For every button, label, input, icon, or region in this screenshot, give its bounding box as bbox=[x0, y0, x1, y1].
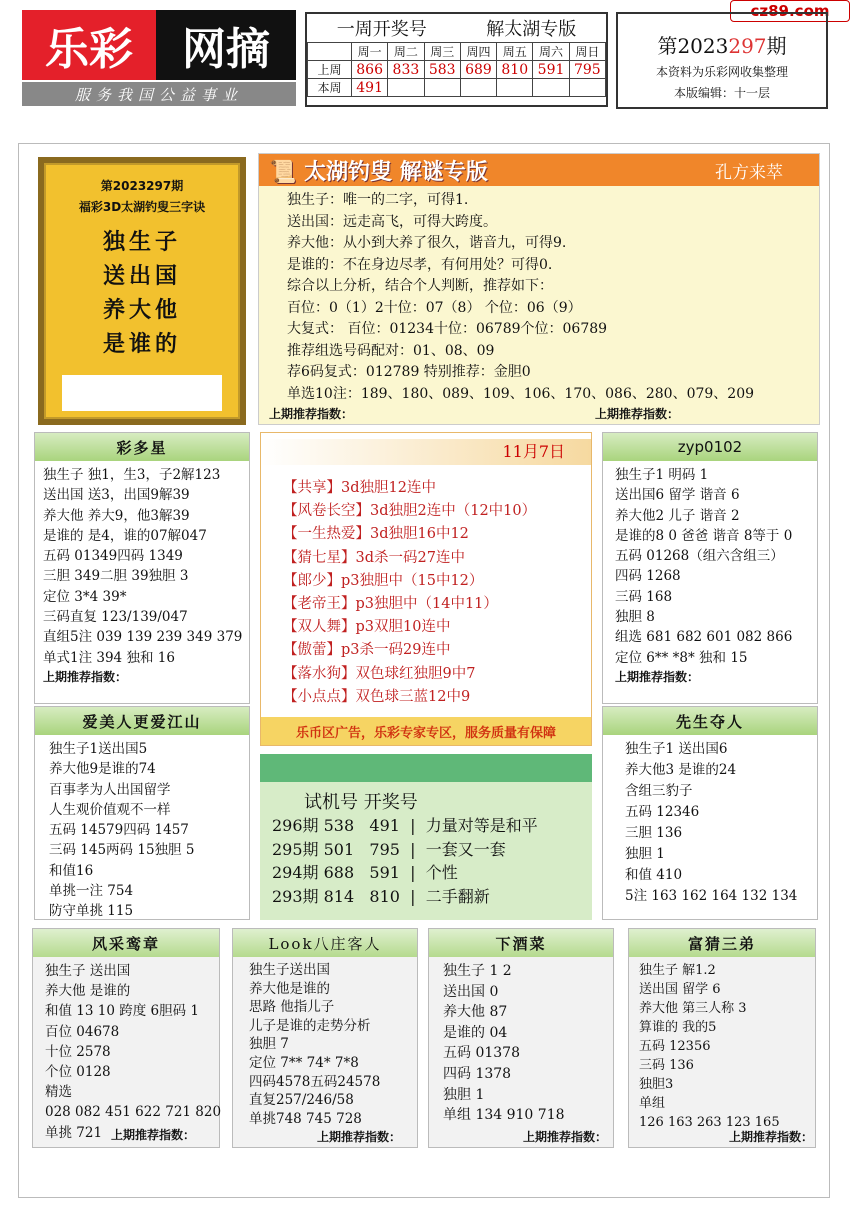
panel-line: 百位 04678 bbox=[45, 1023, 120, 1040]
slogan: 服务我国公益事业 bbox=[22, 82, 296, 106]
issue-box bbox=[616, 12, 828, 109]
draw-number bbox=[388, 79, 424, 97]
panel-line: 是谁的 04 bbox=[443, 1024, 508, 1041]
duoduo-panel bbox=[34, 432, 250, 704]
taihu-line: 荐6码复式：012789 特别推荐：金胆0 bbox=[287, 364, 531, 380]
panel-line: 百事孝为人出国留学 bbox=[49, 781, 171, 798]
panel-line: 独生子 独1，生3，子2解123 bbox=[43, 467, 221, 483]
expert-link[interactable]: 【傲蕾】p3杀一码29连中 bbox=[283, 642, 451, 659]
taihu-line: 单选10注：189、180、089、109、106、170、086、280、079、209 bbox=[287, 385, 755, 402]
panel-line: 独胆 7 bbox=[249, 1036, 289, 1053]
taihu-panel bbox=[258, 153, 820, 425]
panel-line: 五码 01349四码 1349 bbox=[43, 548, 183, 565]
panel-line: 单组 bbox=[639, 1096, 666, 1111]
panel-line: 养大他 87 bbox=[443, 1004, 508, 1021]
rating-label: 上期推荐指数： bbox=[111, 1128, 196, 1142]
taihu-line: 是谁的：不在身边尽孝，有何用处？可得0. bbox=[287, 256, 553, 273]
issue-title: 第2023297期 bbox=[657, 34, 787, 58]
draw-subtitle: 解太湖专版 bbox=[486, 19, 577, 40]
test-row: 293期 814 810 | 二手翻新 bbox=[272, 886, 490, 906]
panel-line: 养大他3 是谁的24 bbox=[625, 762, 737, 778]
panel-line: 独生子 1 2 bbox=[443, 963, 512, 979]
day-cell: 周二 bbox=[388, 43, 424, 61]
panel-line: 直复257/246/58 bbox=[249, 1092, 354, 1109]
panel-line: 单式1注 394 独和 16 bbox=[43, 649, 175, 666]
panel-line: 独生子1 送出国6 bbox=[625, 741, 728, 757]
rating-label: 上期推荐指数： bbox=[729, 1130, 814, 1144]
taihu-line: 综合以上分析，结合个人判断，推荐如下： bbox=[287, 278, 553, 294]
logo-red-part: 乐彩 bbox=[22, 10, 156, 80]
panel-line: 三胆 349二胆 39独胆 3 bbox=[43, 568, 189, 585]
row-label: 本周 bbox=[308, 79, 352, 97]
panel-title: 先生夺人 bbox=[603, 707, 817, 735]
taihu-line: 养大他：从小到大养了很久，谐音九，可得9. bbox=[287, 235, 567, 251]
panel-band bbox=[260, 754, 592, 782]
panel-line: 防守单挑 115 bbox=[49, 903, 134, 920]
panel-title: 下酒菜 bbox=[429, 929, 613, 957]
rating-label: 上期推荐指数： bbox=[317, 1130, 402, 1144]
panel-line: 养大他是谁的 bbox=[249, 980, 330, 997]
draw-number: 583 bbox=[424, 61, 460, 79]
taihu-title: 📜 太湖钓叟 解谜专版 bbox=[269, 158, 488, 185]
panel-line: 和值 410 bbox=[625, 867, 683, 883]
test-row: 295期 501 795 | 一套又一套 bbox=[272, 839, 506, 859]
fucai-panel bbox=[628, 928, 816, 1148]
rating-label: 上期推荐指数： bbox=[269, 407, 354, 421]
expert-link[interactable]: 【落水狗】双色球红独胆9中7 bbox=[283, 665, 476, 682]
expert-list-panel bbox=[260, 432, 592, 746]
rating-label: 上期推荐指数： bbox=[594, 407, 679, 421]
panel-line: 三码 136 bbox=[639, 1058, 694, 1073]
panel-line: 和值 13 10 跨度 6胆码 1 bbox=[45, 1003, 199, 1020]
day-cell: 周三 bbox=[424, 43, 460, 61]
panel-line: 独生子 解1.2 bbox=[639, 963, 716, 978]
draw-number: 689 bbox=[460, 61, 496, 79]
draw-number: 591 bbox=[533, 61, 569, 79]
panel-line: 定位 7** 74* 7*8 bbox=[249, 1054, 359, 1071]
riddle-line: 养大他 bbox=[102, 297, 181, 323]
panel-line: 养大他 养大9，他3解39 bbox=[43, 507, 190, 524]
panel-title: 爱美人更爱江山 bbox=[35, 707, 249, 735]
panel-title: Look八庄客人 bbox=[233, 929, 417, 957]
panel-line: 组选 681 682 601 082 866 bbox=[615, 629, 793, 646]
expert-link[interactable]: 【共享】3d独胆12连中 bbox=[283, 480, 436, 496]
xiajiu-panel bbox=[428, 928, 614, 1148]
panel-line: 人生观价值观不一样 bbox=[49, 801, 171, 818]
watermark-text: cz89.com bbox=[750, 2, 830, 20]
draw-number: 866 bbox=[352, 61, 388, 79]
panel-line: 独生子 送出国 bbox=[45, 963, 131, 979]
panel-line: 五码 01378 bbox=[443, 1045, 520, 1062]
panel-line: 定位 3*4 39* bbox=[43, 588, 127, 605]
panel-line: 送出国 0 bbox=[443, 983, 499, 1000]
panel-line: 独胆3 bbox=[639, 1077, 674, 1092]
panel-line: 五码 12346 bbox=[625, 804, 700, 820]
riddle-issue: 第2023297期 bbox=[100, 179, 184, 193]
test-header: 试机号 开奖号 bbox=[304, 792, 418, 813]
expert-link[interactable]: 【猜七星】3d杀一码27连中 bbox=[283, 549, 465, 566]
panel-line: 算谁的 我的5 bbox=[639, 1020, 717, 1035]
panel-line: 独生子1 明码 1 bbox=[615, 467, 709, 483]
blank-panel bbox=[62, 375, 222, 411]
corner-cell bbox=[308, 43, 352, 61]
draw-number: 810 bbox=[497, 61, 533, 79]
panel-line: 126 163 263 123 165 bbox=[639, 1115, 780, 1130]
panel-line: 独生子1送出国5 bbox=[49, 741, 148, 757]
day-cell: 周五 bbox=[497, 43, 533, 61]
draw-title: 一周开奖号 bbox=[336, 19, 427, 40]
weekly-draw-table bbox=[305, 12, 608, 107]
test-number-panel bbox=[260, 754, 592, 920]
riddle-line: 独生子 bbox=[102, 229, 181, 255]
draw-number bbox=[533, 79, 569, 97]
panel-line: 思路 他指儿子 bbox=[249, 999, 335, 1016]
panel-line: 送出国 留学 6 bbox=[639, 982, 721, 997]
expert-link[interactable]: 【风卷长空】3d独胆2连中（12中10） bbox=[283, 503, 537, 520]
rating-label: 上期推荐指数： bbox=[43, 669, 128, 684]
rating-label: 上期推荐指数： bbox=[615, 669, 700, 684]
panel-line: 单挑 721 bbox=[45, 1124, 103, 1141]
expert-link[interactable]: 【郎少】p3独胆中（15中12） bbox=[283, 572, 484, 589]
draw-number: 833 bbox=[388, 61, 424, 79]
taihu-line: 推荐组选号码配对：01、08、09 bbox=[287, 342, 495, 359]
zyp-panel bbox=[602, 432, 818, 704]
taihu-author: 孔方来萃 bbox=[715, 162, 783, 183]
issue-editor: 本版编辑：十一层 bbox=[673, 86, 770, 100]
test-row: 294期 688 591 | 个性 bbox=[272, 863, 458, 882]
day-cell: 周六 bbox=[533, 43, 569, 61]
panel-line: 送出国6 留学 谐音 6 bbox=[615, 487, 740, 504]
list-date: 11月7日 bbox=[261, 439, 591, 465]
look-panel bbox=[232, 928, 418, 1148]
taihu-line: 独生子：唯一的二字，可得1. bbox=[287, 192, 469, 208]
ad-banner[interactable]: 乐币区广告，乐彩专家专区，服务质量有保障 bbox=[261, 717, 591, 745]
riddle-line: 送出国 bbox=[102, 263, 181, 289]
rating-label: 上期推荐指数： bbox=[523, 1130, 608, 1144]
fengcai-panel bbox=[32, 928, 220, 1148]
draw-number bbox=[424, 79, 460, 97]
panel-line: 028 082 451 622 721 820 bbox=[45, 1104, 222, 1121]
panel-line: 养大他2 儿子 谐音 2 bbox=[615, 507, 740, 524]
panel-line: 单组 134 910 718 bbox=[443, 1107, 565, 1124]
expert-link[interactable]: 【老帝王】p3独胆中（14中11） bbox=[283, 596, 498, 613]
taihu-line: 送出国：远走高飞，可得大跨度。 bbox=[287, 213, 497, 230]
expert-link[interactable]: 【小点点】双色球三蓝12中9 bbox=[283, 688, 471, 705]
panel-line: 独胆 1 bbox=[443, 1086, 485, 1103]
draw-number: 491 bbox=[352, 79, 388, 97]
panel-line: 个位 0128 bbox=[45, 1064, 111, 1081]
row-label: 上周 bbox=[308, 61, 352, 79]
panel-line: 含组三豹子 bbox=[625, 783, 693, 799]
riddle-line: 是谁的 bbox=[102, 331, 181, 357]
issue-note: 本资料为乐彩网收集整理 bbox=[655, 65, 788, 79]
riddle-card bbox=[38, 157, 246, 425]
riddle-subtitle: 福彩3D太湖钓叟三字诀 bbox=[78, 200, 206, 214]
panel-title: zyp0102 bbox=[603, 433, 817, 461]
draw-number bbox=[497, 79, 533, 97]
day-cell: 周四 bbox=[460, 43, 496, 61]
panel-line: 独胆 1 bbox=[625, 846, 665, 862]
taihu-line: 大复式： 百位：01234十位：06789个位：06789 bbox=[287, 321, 608, 337]
panel-line: 五码 01268（组六含组三） bbox=[615, 548, 784, 565]
panel-line: 定位 6** *8* 独和 15 bbox=[615, 649, 748, 666]
panel-line: 精选 bbox=[45, 1084, 72, 1101]
panel-line: 养大他 是谁的 bbox=[45, 983, 131, 1000]
panel-line: 5注 163 162 164 132 134 bbox=[625, 888, 798, 904]
draw-number bbox=[460, 79, 496, 97]
panel-line: 单挑一注 754 bbox=[49, 883, 134, 900]
issue-number: 297 bbox=[728, 34, 767, 58]
panel-line: 养大他 第三人称 3 bbox=[639, 1001, 747, 1016]
panel-line: 五码 14579四码 1457 bbox=[49, 822, 189, 839]
panel-line: 和值16 bbox=[49, 862, 94, 879]
panel-line: 三胆 136 bbox=[625, 825, 683, 841]
panel-line: 五码 12356 bbox=[639, 1039, 711, 1054]
panel-line: 独胆 8 bbox=[615, 609, 655, 626]
test-row: 296期 538 491 | 力量对等是和平 bbox=[272, 816, 538, 835]
panel-line: 三码 168 bbox=[615, 588, 673, 605]
scroll-icon: 📜 bbox=[269, 158, 297, 185]
panel-line: 儿子是谁的走势分析 bbox=[249, 1017, 371, 1034]
panel-title: 彩多星 bbox=[35, 433, 249, 461]
panel-title: 富猜三弟 bbox=[629, 929, 815, 957]
panel-line: 四码 1268 bbox=[615, 568, 681, 585]
day-cell: 周一 bbox=[352, 43, 388, 61]
aimei-panel bbox=[34, 706, 250, 920]
taihu-line: 百位：0（1）2十位：07（8） 个位：06（9） bbox=[287, 299, 582, 316]
panel-line: 四码4578五码24578 bbox=[249, 1073, 381, 1090]
panel-line: 养大他9是谁的74 bbox=[49, 761, 156, 778]
panel-line: 十位 2578 bbox=[45, 1043, 111, 1060]
panel-line: 送出国 送3，出国9解39 bbox=[43, 487, 190, 504]
site-logo bbox=[22, 10, 296, 80]
panel-line: 三码直复 123/139/047 bbox=[43, 609, 188, 626]
panel-line: 四码 1378 bbox=[443, 1065, 512, 1082]
panel-line: 独生子送出国 bbox=[249, 962, 330, 978]
expert-link[interactable]: 【一生热爱】3d独胆16中12 bbox=[283, 526, 469, 543]
panel-line: 是谁的 是4，谁的07解047 bbox=[43, 527, 207, 544]
panel-line: 三码 145两码 15独胆 5 bbox=[49, 842, 195, 859]
day-cell: 周日 bbox=[569, 43, 605, 61]
xiansheng-panel bbox=[602, 706, 818, 920]
logo-black-part: 网摘 bbox=[156, 10, 296, 80]
panel-line: 是谁的8 0 爸爸 谐音 8等于 0 bbox=[615, 527, 793, 544]
panel-line: 单挑748 745 728 bbox=[249, 1110, 362, 1127]
draw-number: 795 bbox=[569, 61, 605, 79]
panel-line: 直组5注 039 139 239 349 379 bbox=[43, 629, 243, 646]
draw-number bbox=[569, 79, 605, 97]
panel-title: 风采鸾章 bbox=[33, 929, 219, 957]
expert-link[interactable]: 【双人舞】p3双胆10连中 bbox=[283, 619, 451, 636]
